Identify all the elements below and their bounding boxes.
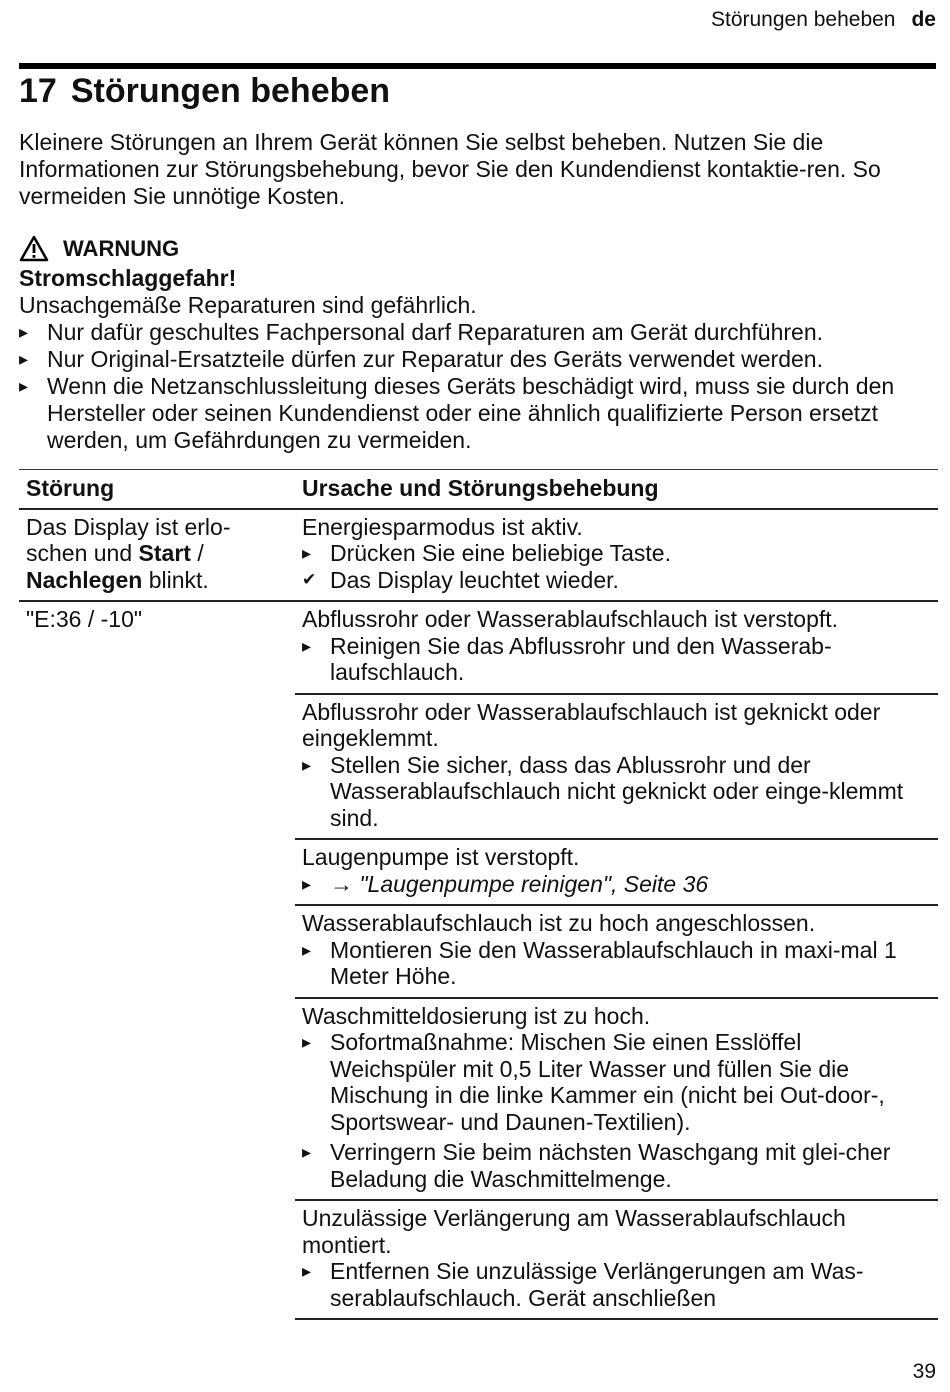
remedy-step: ▸ Entfernen Sie unzulässige Verlängerungen am Was-serablaufschlauch. Gerät anschließen	[302, 1258, 931, 1311]
header-section-title: Störungen beheben	[710, 8, 896, 31]
warning-item: ▸ Nur dafür geschultes Fachpersonal darf Reparaturen am Gerät durchführen.	[19, 319, 939, 346]
remedy-step	[302, 871, 931, 898]
column-header-cause: Ursache und Störungsbehebung	[295, 470, 938, 509]
page-number: 39	[912, 1360, 936, 1383]
cause-cell	[295, 601, 938, 694]
remedy-step: ▸ Sofortmaßnahme: Mischen Sie einen Esslöffel Weichspüler mit 0,5 Liter Wasser und füllen Sie die Mischung in die linke Kammer ein (nicht bei Out-door-, Sportswear- und Daunen-Textilien).	[302, 1029, 931, 1135]
warning-label: WARNUNG	[63, 235, 180, 261]
cause-text: Waschmitteldosierung ist zu hoch.	[302, 1002, 651, 1029]
result-step: ✔ Das Display leuchtet wieder.	[302, 567, 931, 594]
column-header-fault: Störung	[19, 470, 295, 509]
cause-cell	[295, 509, 938, 602]
header-language: de	[911, 8, 936, 31]
warning-text: Unsachgemäße Reparaturen sind gefährlich.	[19, 292, 477, 318]
warning-heading: Stromschlaggefahr!	[19, 265, 237, 291]
intro-paragraph: Kleinere Störungen an Ihrem Gerät können Sie selbst beheben. Nutzen Sie die Informationen zur Störungsbehebung, bevor Sie den Kundendienst kontaktie-ren. So vermeiden Sie unnötige Kosten.	[19, 129, 881, 209]
header-rule	[19, 63, 936, 69]
warning-item: ▸ Nur Original-Ersatzteile dürfen zur Reparatur des Geräts verwendet werden.	[19, 346, 939, 373]
remedy-step: ▸ Stellen Sie sicher, dass das Ablussrohr und der Wasserablaufschlauch nicht geknickt oder einge-klemmt sind.	[302, 752, 931, 832]
warning-item: ▸ Wenn die Netzanschlussleitung dieses Geräts beschädigt wird, muss sie durch den Hersteller oder seinen Kundendienst oder eine ähnlich qualifizierte Person ersetzt werden, um Gefährdungen zu vermeiden.	[19, 373, 939, 454]
running-header	[711, 8, 936, 32]
page-title	[19, 72, 390, 111]
table-row	[19, 601, 938, 694]
remedy-step: ▸ Verringern Sie beim nächsten Waschgang mit glei-cher Beladung die Waschmittelmenge.	[302, 1139, 931, 1192]
warning-header	[19, 231, 939, 265]
chapter-title: Störungen beheben	[70, 72, 391, 110]
cause-text: Unzulässige Verlängerung am Wasserablaufschlauch montiert.	[302, 1205, 846, 1258]
fault-cell: "E:36 / -10"	[26, 606, 143, 632]
table-row	[19, 509, 938, 602]
remedy-step: ▸ Reinigen Sie das Abflussrohr und den Wasserab-laufschlauch.	[302, 633, 931, 686]
cause-text: Abflussrohr oder Wasserablaufschlauch ist geknickt oder eingeklemmt.	[302, 698, 881, 751]
arrow-icon: →	[330, 870, 353, 897]
cause-cell	[295, 694, 938, 840]
cause-cell	[295, 905, 938, 998]
cause-cell	[295, 1200, 938, 1319]
cause-cell	[295, 839, 938, 905]
warning-box	[19, 231, 939, 454]
cross-reference-link[interactable]: "Laugenpumpe reinigen", Seite 36	[359, 870, 709, 897]
remedy-step: ▸ Drücken Sie eine beliebige Taste.	[302, 540, 931, 567]
remedy-step: ▸ Montieren Sie den Wasserablaufschlauch in maxi-mal 1 Meter Höhe.	[302, 937, 931, 990]
cause-cell	[295, 998, 938, 1201]
cause-text: Energiesparmodus ist aktiv.	[302, 513, 583, 540]
warning-list	[19, 319, 939, 454]
reload-button-label: Nachlegen	[26, 566, 143, 593]
start-button-label: Start	[138, 540, 191, 566]
cause-text: Laugenpumpe ist verstopft.	[302, 844, 580, 870]
cause-text: Wasserablaufschlauch ist zu hoch angeschlossen.	[302, 910, 816, 936]
table-header-row	[19, 470, 938, 509]
chapter-number: 17	[19, 72, 57, 110]
cause-text: Abflussrohr oder Wasserablaufschlauch ist verstopft.	[302, 606, 839, 632]
fault-cell: Das Display ist erlo-schen und Start / Nachlegen blinkt.	[19, 509, 295, 602]
troubleshooting-table	[19, 469, 938, 1320]
warning-triangle-icon	[19, 235, 49, 262]
